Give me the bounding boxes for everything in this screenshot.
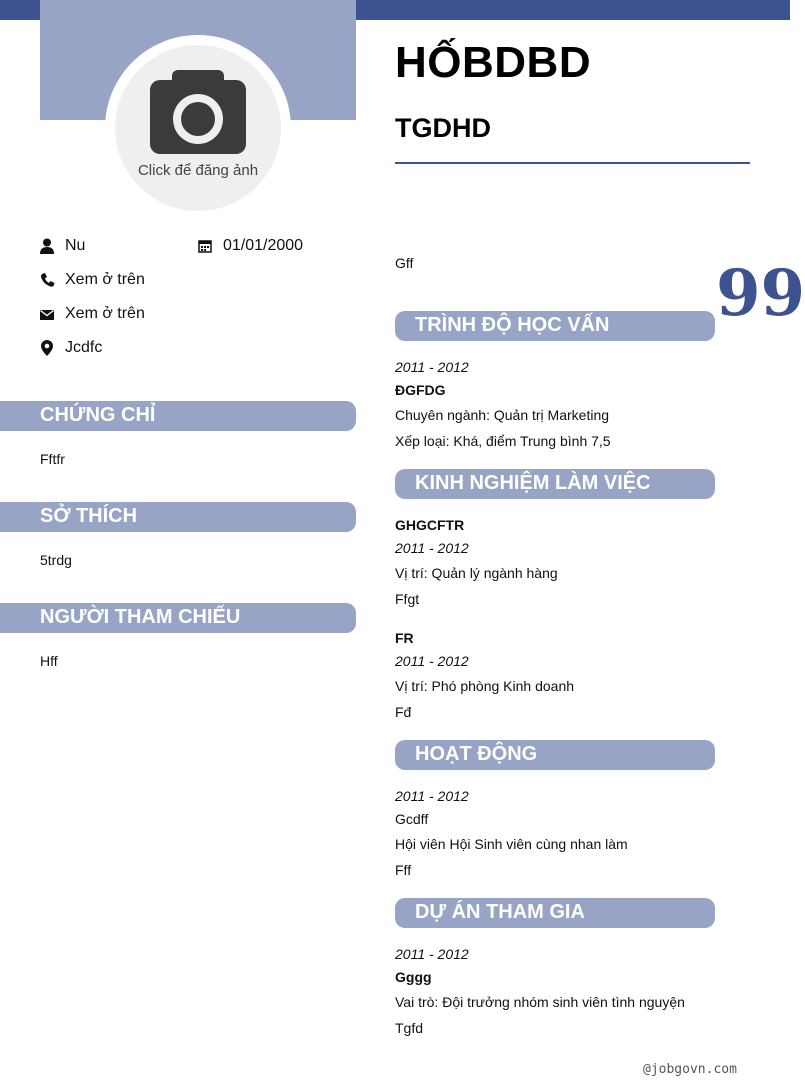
education-heading-label: TRÌNH ĐỘ HỌC VẤN [415, 314, 610, 336]
experience-heading [395, 469, 715, 499]
location-pin-icon [40, 340, 54, 356]
activity-role[interactable]: Hội viên Hội Sinh viên cùng nhan làm [395, 836, 628, 852]
projects-heading-label: DỰ ÁN THAM GIA [415, 901, 585, 923]
activity-organization[interactable]: Gcdff [395, 811, 429, 827]
project-name[interactable]: Gggg [395, 969, 432, 985]
references-heading-label: NGƯỜI THAM CHIẾU [40, 606, 241, 628]
certificates-heading-label: CHỨNG CHỈ [40, 404, 156, 426]
project-role[interactable]: Vai trò: Đội trưởng nhóm sinh viên tình nguyện [395, 994, 685, 1010]
camera-icon [148, 68, 248, 156]
job-title[interactable]: TGDHD [395, 113, 491, 143]
experience-description[interactable]: Fđ [395, 704, 412, 720]
envelope-icon [40, 306, 54, 322]
phone-value[interactable]: Xem ở trên [65, 271, 145, 288]
hobbies-text[interactable]: 5trdg [40, 552, 72, 568]
person-icon [40, 238, 54, 254]
project-period[interactable]: 2011 - 2012 [395, 946, 469, 962]
avatar-upload[interactable] [115, 45, 281, 211]
address-value[interactable]: Jcdfc [65, 339, 103, 356]
experience-period[interactable]: 2011 - 2012 [395, 540, 469, 556]
photo-upload-label: Click để đăng ảnh [137, 162, 259, 179]
references-text[interactable]: Hff [40, 653, 58, 669]
education-school[interactable]: ĐGFDG [395, 382, 446, 398]
candidate-name[interactable]: HỐBDBD [395, 38, 592, 87]
experience-position[interactable]: Vị trí: Phó phòng Kinh doanh [395, 678, 575, 694]
experience-description[interactable]: Ffgt [395, 591, 420, 607]
references-heading [0, 603, 356, 633]
experience-company[interactable]: FR [395, 630, 414, 646]
certificates-heading [0, 401, 356, 431]
header-divider [395, 162, 750, 164]
activities-heading-label: HOẠT ĐỘNG [415, 743, 538, 765]
education-major[interactable]: Chuyên ngành: Quản trị Marketing [395, 407, 610, 423]
education-period[interactable]: 2011 - 2012 [395, 359, 469, 375]
experience-company[interactable]: GHGCFTR [395, 517, 465, 533]
experience-period[interactable]: 2011 - 2012 [395, 653, 469, 669]
activity-description[interactable]: Fff [395, 862, 412, 878]
activity-period[interactable]: 2011 - 2012 [395, 788, 469, 804]
education-grade[interactable]: Xếp loại: Khá, điểm Trung bình 7,5 [395, 433, 611, 449]
activities-heading [395, 740, 715, 770]
objective-text[interactable]: Gff [395, 255, 414, 271]
phone-icon [40, 272, 54, 288]
quote-mark: 99 [716, 256, 805, 331]
certificates-text[interactable]: Fftfr [40, 451, 65, 467]
calendar-icon [198, 238, 212, 254]
footer-watermark: @jobgovn.com [643, 1062, 737, 1077]
experience-heading-label: KINH NGHIỆM LÀM VIỆC [415, 472, 651, 494]
gender-value[interactable]: Nu [65, 237, 86, 254]
email-value[interactable]: Xem ở trên [65, 305, 145, 322]
hobbies-heading-label: SỞ THÍCH [40, 505, 138, 527]
hobbies-heading [0, 502, 356, 532]
experience-position[interactable]: Vị trí: Quản lý ngành hàng [395, 565, 558, 581]
education-heading [395, 311, 715, 341]
projects-heading [395, 898, 715, 928]
birthday-value[interactable]: 01/01/2000 [223, 237, 304, 254]
project-description[interactable]: Tgfd [395, 1020, 424, 1036]
